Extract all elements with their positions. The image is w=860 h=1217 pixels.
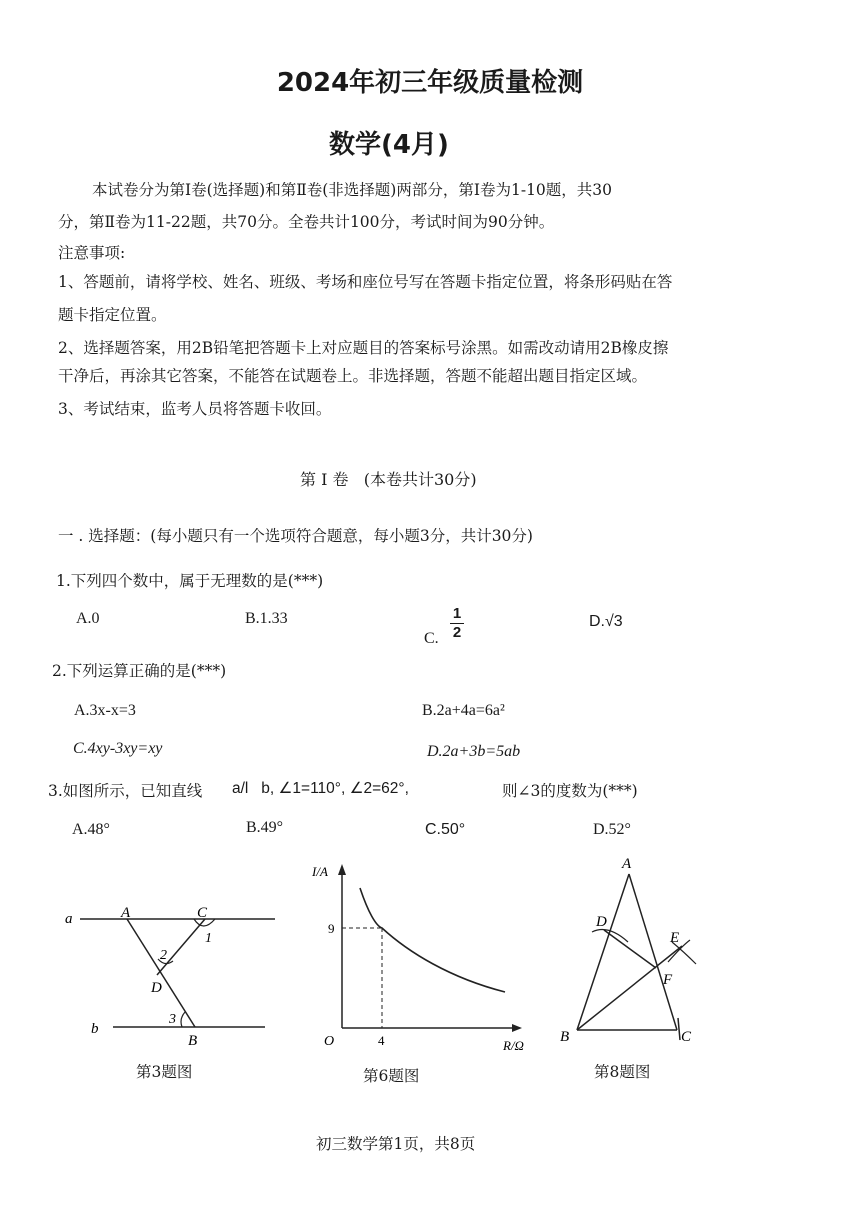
x-tick-label: 4: [378, 1033, 385, 1048]
question-2-option-d: D.2a+3b=5ab: [427, 743, 521, 760]
note-3: 3、考试结束，监考人员将答题卡收回。: [58, 400, 332, 418]
question-2-option-c: C.4xy-3xy=xy: [73, 740, 163, 757]
question-3-stem-part-2: a/l b, ∠1=110°, ∠2=62°,: [232, 780, 409, 797]
segment-cd: [157, 919, 205, 975]
intro-line-2: 分，第Ⅱ卷为11-22题，共70分。全卷共计100分，考试时间为90分钟。: [58, 213, 555, 231]
question-3-stem-part-1: 3.如图所示，已知直线: [48, 782, 203, 800]
figure-3-diagram: [55, 895, 285, 1045]
segment-ab: [577, 874, 629, 1030]
label-angle-1: 1: [205, 931, 212, 946]
figure-6-caption: 第6题图: [363, 1067, 420, 1085]
note-2-line-1: 2、选择题答案，用2B铅笔把答题卡上对应题目的答案标号涂黑。如需改动请用2B橡皮擦: [58, 339, 669, 357]
label-point-d: D: [151, 980, 162, 996]
figure-8-diagram: [550, 850, 710, 1050]
label-angle-3: 3: [169, 1012, 176, 1027]
notes-heading: 注意事项:: [58, 244, 126, 262]
intro-line-1: 本试卷分为第Ⅰ卷(选择题)和第Ⅱ卷(非选择题)两部分，第Ⅰ卷为1-10题，共30: [92, 181, 613, 199]
question-3-stem-part-3: 则∠3的度数为(***): [502, 782, 638, 800]
question-3-option-c: C.50°: [425, 821, 466, 838]
note-1-line-1: 1、答题前，请将学校、姓名、班级、考场和座位号写在答题卡指定位置，将条形码贴在答: [58, 273, 673, 291]
question-1-option-c-prefix: C.: [424, 630, 439, 647]
page-footer: 初三数学第1页，共8页: [316, 1135, 476, 1153]
question-3-option-a: A.48°: [72, 821, 110, 838]
note-2-line-2: 干净后，再涂其它答案，不能答在试题卷上。非选择题，答题不能超出题目指定区域。: [58, 367, 648, 385]
exam-title: 2024年初三年级质量检测: [276, 68, 584, 98]
label-point-a: A: [121, 905, 131, 921]
label-point-c: C: [681, 1029, 692, 1045]
segment-be: [577, 946, 682, 1030]
exam-subtitle: 数学(4月): [329, 130, 449, 160]
origin-label: O: [324, 1034, 335, 1049]
fraction-denominator: 2: [452, 624, 462, 641]
label-point-d: D: [596, 914, 607, 930]
question-1-option-d: D.√3: [589, 613, 623, 630]
question-2-option-b: B.2a+4a=6a²: [422, 702, 505, 719]
question-2-stem: 2.下列运算正确的是(***): [52, 662, 227, 680]
angle-3-arc: [181, 1012, 185, 1027]
question-3-option-d: D.52°: [593, 821, 631, 838]
figure-8-caption: 第8题图: [594, 1063, 651, 1081]
construction-tick-c: [678, 1018, 680, 1040]
question-1-option-b: B.1.33: [245, 610, 288, 627]
label-a: a: [65, 911, 73, 927]
question-1-stem: 1.下列四个数中，属于无理数的是(***): [56, 572, 324, 590]
y-tick-label: 9: [328, 921, 335, 936]
label-point-e: E: [670, 930, 680, 946]
segment-ac: [629, 874, 680, 1030]
y-axis-arrow: [338, 864, 346, 875]
figure-3-caption: 第3题图: [136, 1063, 193, 1081]
label-point-c: C: [197, 905, 208, 921]
question-1-option-a: A.0: [76, 610, 100, 627]
x-axis-label: R/Ω: [503, 1038, 524, 1053]
x-axis-arrow: [512, 1024, 522, 1032]
y-axis-label: I/A: [312, 864, 328, 879]
section-heading: 第 Ⅰ 卷 (本卷共计30分): [300, 470, 477, 489]
label-point-b: B: [188, 1033, 198, 1045]
figure-6-graph: [300, 850, 540, 1055]
label-point-a: A: [622, 856, 632, 872]
question-2-option-a: A.3x-x=3: [74, 702, 136, 719]
label-angle-2: 2: [160, 948, 167, 963]
part-one-heading: 一 . 选择题：(每小题只有一个选项符合题意，每小题3分，共计30分): [58, 527, 533, 545]
question-3-option-b: B.49°: [246, 819, 284, 836]
label-point-f: F: [663, 972, 673, 988]
fraction-numerator: 1: [452, 605, 462, 622]
hyperbola-curve: [360, 888, 505, 992]
question-1-option-c-fraction: [450, 606, 464, 641]
label-b: b: [91, 1021, 99, 1037]
construction-arc-d: [592, 930, 628, 942]
note-1-line-2: 题卡指定位置。: [58, 306, 167, 324]
label-point-b: B: [560, 1029, 570, 1045]
segment-ab: [127, 919, 195, 1027]
